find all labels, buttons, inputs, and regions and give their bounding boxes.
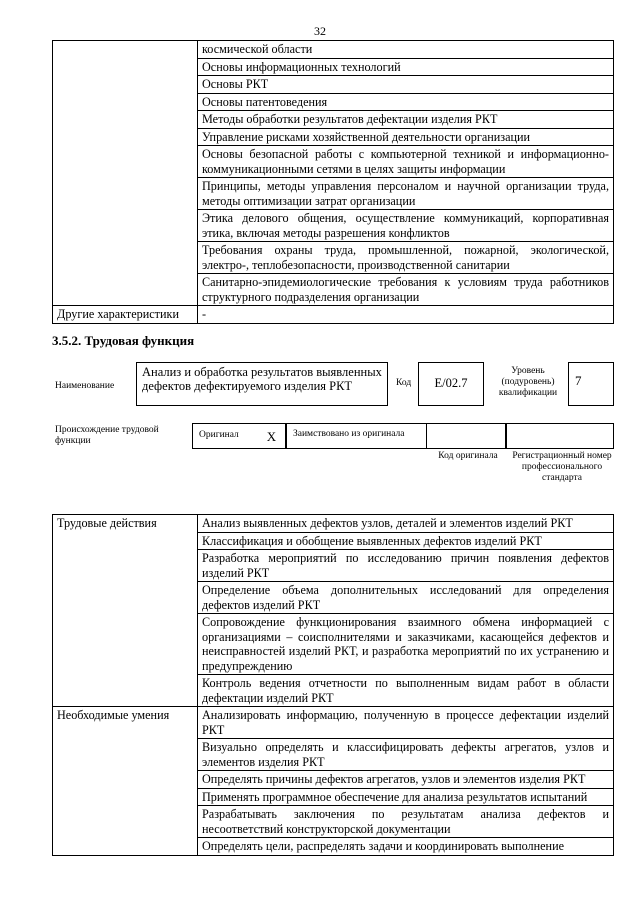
row-text-cell: Классификация и обобщение выявленных дефектов изделий РКТ [198, 532, 614, 550]
row-text-cell: Основы патентоведения [198, 93, 614, 111]
row-text-cell: - [198, 306, 614, 324]
row-text-cell: Определять цели, распределять задачи и координировать выполнение [198, 838, 614, 856]
row-text-cell: Санитарно-эпидемиологические требования к условиям труда работников структурного подразделения организации [198, 274, 614, 306]
row-text-cell: Анализировать информацию, полученную в процессе дефектации изделий РКТ [198, 707, 614, 739]
knowledge-table [52, 40, 614, 324]
level-value: 7 [568, 362, 614, 406]
row-label-cell: Другие характеристики [53, 306, 198, 324]
borrowed-label: Заимствовано из оригинала [286, 423, 426, 449]
row-text-cell: Основы информационных технологий [198, 58, 614, 76]
row-text-cell: Управление рисками хозяйственной деятельности организации [198, 128, 614, 146]
row-text-cell: Разработка мероприятий по исследованию причин появления дефектов изделий РКТ [198, 550, 614, 582]
row-label-cell [53, 41, 198, 306]
row-label-cell: Трудовые действия [53, 515, 198, 707]
row-text-cell: Основы безопасной работы с компьютерной техникой и информационно-коммуникационными сетями в целях защиты информации [198, 146, 614, 178]
row-text-cell: Принципы, методы управления персоналом и научной организации труда, методы оптимизации затрат организации [198, 178, 614, 210]
table-row [53, 515, 614, 533]
row-text-cell: Разрабатывать заключения по результатам анализа дефектов и несоответствий конструкторской документации [198, 806, 614, 838]
function-code: Е/02.7 [418, 362, 484, 406]
row-text-cell: Основы РКТ [198, 76, 614, 94]
row-text-cell: Этика делового общения, осуществление коммуникаций, корпоративная этика, включая методы разрешения конфликтов [198, 210, 614, 242]
row-text-cell: Методы обработки результатов дефектации изделия РКТ [198, 111, 614, 129]
function-name: Анализ и обработка результатов выявленных дефектов дефектируемого изделия РКТ [136, 362, 388, 406]
page-number: 32 [314, 24, 326, 38]
row-label-cell: Необходимые умения [53, 707, 198, 856]
orig-code-box [426, 423, 506, 449]
table-row [53, 306, 614, 324]
section-title: 3.5.2. Трудовая функция [52, 333, 195, 348]
original-label: Оригинал [192, 423, 258, 449]
row-text-cell: Визуально определять и классифицировать дефекты агрегатов, узлов и элементов изделия РКТ [198, 739, 614, 771]
orig-code-label: Код оригинала [438, 451, 498, 461]
reg-num-box [506, 423, 614, 449]
row-text-cell: Анализ выявленных дефектов узлов, деталей и элементов изделий РКТ [198, 515, 614, 533]
reg-num-label: Регистрационный номер профессионального стандарта [512, 451, 612, 483]
table-row [53, 707, 614, 739]
row-text-cell: Определение объема дополнительных исследований для определения дефектов изделий РКТ [198, 582, 614, 614]
row-text-cell: космической области [198, 41, 614, 59]
row-text-cell: Контроль ведения отчетности по выполненным видам работ в области дефектации изделий РКТ [198, 675, 614, 707]
origin-label: Происхождение трудовой функции [55, 425, 159, 446]
level-label: Уровень (подуровень) квалификации [498, 366, 558, 398]
name-label: Наименование [55, 381, 115, 391]
original-mark: X [258, 423, 286, 449]
code-label: Код [396, 378, 412, 388]
row-text-cell: Применять программное обеспечение для анализа результатов испытаний [198, 788, 614, 806]
table-row [53, 41, 614, 59]
row-text-cell: Определять причины дефектов агрегатов, узлов и элементов изделия РКТ [198, 771, 614, 789]
row-text-cell: Сопровождение функционирования взаимного обмена информацией с организациями – соисполнителями и заказчиками, касающейся дефектов и неисправностей изделий РКТ, и разработка мероприятий по их устранению и предупреждению [198, 614, 614, 675]
row-text-cell: Требования охраны труда, промышленной, пожарной, экологической, электро-, теплобезопасности, производственной санитарии [198, 242, 614, 274]
function-table [52, 514, 614, 856]
